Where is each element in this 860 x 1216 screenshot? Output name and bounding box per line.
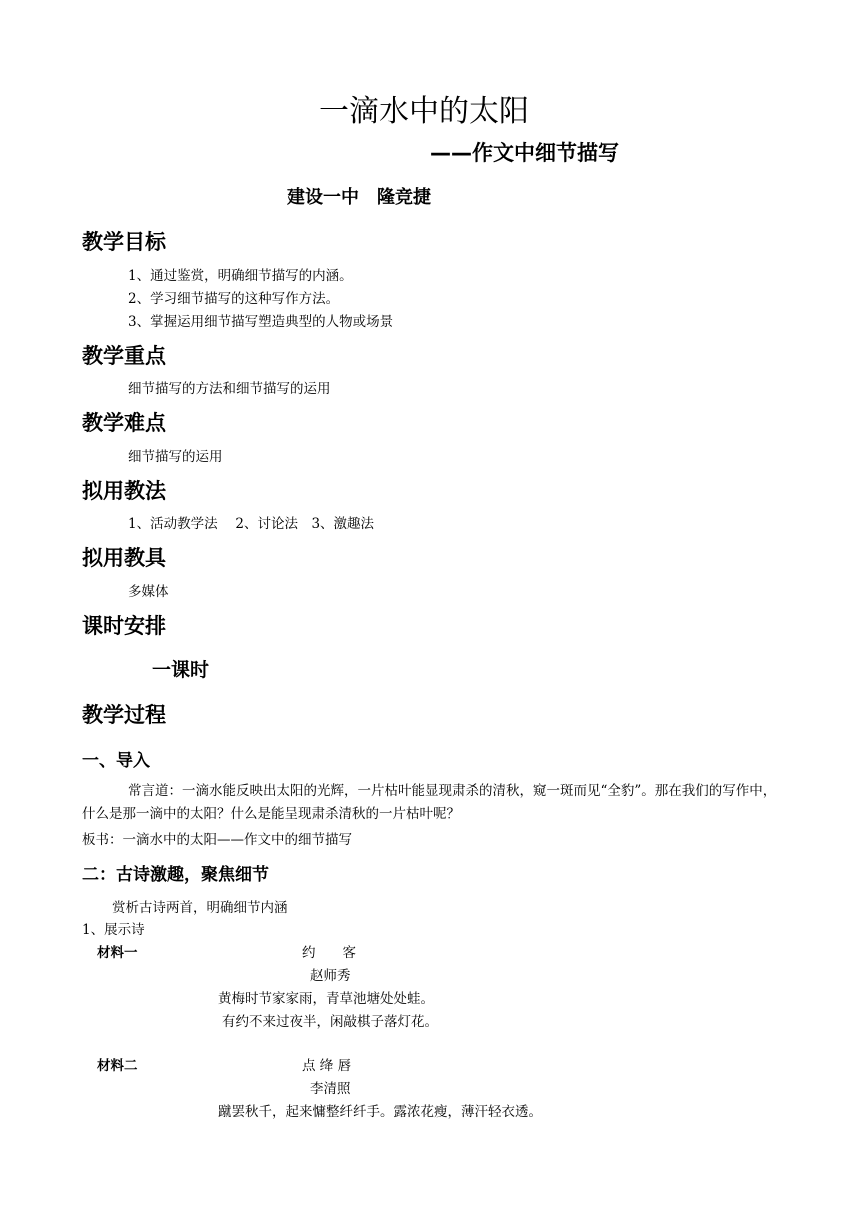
goal-item: 1、通过鉴赏，明确细节描写的内涵。 <box>128 268 353 284</box>
material-label: 材料一 <box>97 945 138 961</box>
poem-line: 黄梅时节家家雨，青草池塘处处蛙。 <box>218 991 434 1007</box>
heading-tools: 拟用教具 <box>82 546 166 570</box>
difficulty-text: 细节描写的运用 <box>128 449 223 465</box>
heading-difficulty: 教学难点 <box>82 411 166 435</box>
poem-line: 有约不来过夜半，闲敲棋子落灯花。 <box>222 1014 438 1030</box>
poem-line: 蹴罢秋千，起来慵整纤纤手。露浓花瘦，薄汗轻衣透。 <box>218 1104 542 1120</box>
heading-schedule: 课时安排 <box>82 614 166 638</box>
poems-item: 1、展示诗 <box>82 922 145 938</box>
material-label: 材料二 <box>97 1058 138 1074</box>
poem-title: 约 客 <box>302 945 356 961</box>
tools-text: 多媒体 <box>128 584 169 600</box>
key-text: 细节描写的方法和细节描写的运用 <box>128 381 331 397</box>
goal-item: 2、学习细节描写的这种写作方法。 <box>128 291 340 307</box>
heading-poems: 二：古诗激趣，聚焦细节 <box>82 865 269 885</box>
document-title: 一滴水中的太阳 <box>319 94 529 129</box>
heading-methods: 拟用教法 <box>82 479 166 503</box>
board-text: 板书：一滴水中的太阳——作文中的细节描写 <box>82 832 352 848</box>
intro-paragraph: 常言道：一滴水能反映出太阳的光辉，一片枯叶能显现肃杀的清秋，窥一斑而见“全豹”。那在我们的写作中，什么是那一滴中的太阳？什么是能呈现肃杀清秋的一片枯叶呢？ <box>82 783 777 822</box>
author-line: 建设一中 隆竞捷 <box>287 187 431 208</box>
poem-poet: 赵师秀 <box>310 968 351 984</box>
heading-process: 教学过程 <box>82 703 166 727</box>
poem-poet: 李清照 <box>310 1081 351 1097</box>
heading-key: 教学重点 <box>82 344 166 368</box>
heading-intro: 一、导入 <box>82 751 150 771</box>
document-subtitle: ——作文中细节描写 <box>430 141 619 165</box>
poems-lead: 赏析古诗两首，明确细节内涵 <box>112 900 288 916</box>
poem-title: 点 绛 唇 <box>302 1058 352 1074</box>
heading-goals: 教学目标 <box>82 230 166 254</box>
schedule-text: 一课时 <box>152 659 210 681</box>
methods-text: 1、活动教学法 2、讨论法 3、激趣法 <box>128 516 375 532</box>
goal-item: 3、掌握运用细节描写塑造典型的人物或场景 <box>128 314 394 330</box>
